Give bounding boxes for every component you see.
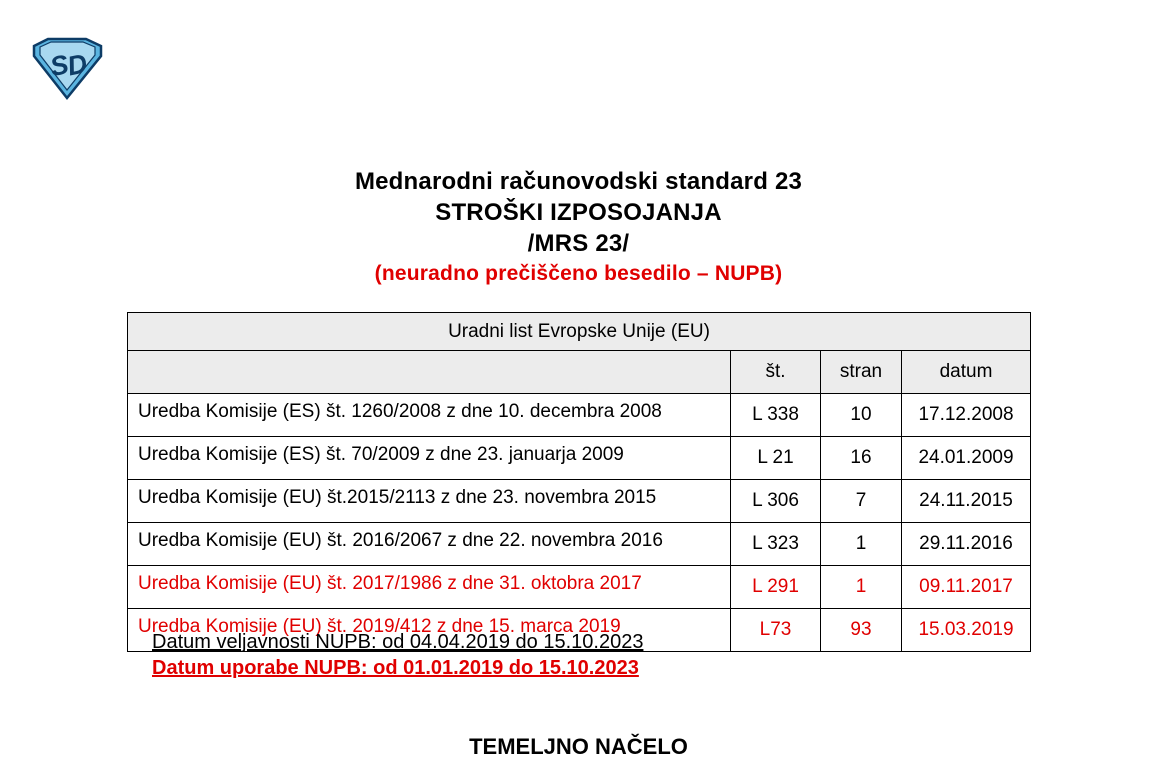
- table-row: [128, 394, 1031, 437]
- table-caption-row: [128, 313, 1031, 351]
- table-caption: Uradni list Evropske Unije (EU): [128, 313, 1031, 351]
- row-number: L 306: [731, 480, 821, 523]
- row-number: L73: [731, 609, 821, 652]
- row-date: 17.12.2008: [902, 394, 1031, 437]
- table-row: [128, 480, 1031, 523]
- table-row: [128, 437, 1031, 480]
- validity-block: [152, 629, 643, 681]
- row-page: 10: [821, 394, 902, 437]
- application-date: Datum uporabe NUPB: od 01.01.2019 do 15.10.2023: [152, 657, 639, 679]
- header-number: št.: [731, 351, 821, 394]
- header-date: datum: [902, 351, 1031, 394]
- svg-text:S: S: [47, 48, 72, 83]
- header-description: [128, 351, 731, 394]
- title-line-note: (neuradno prečiščeno besedilo – NUPB): [374, 262, 783, 285]
- row-page: 7: [821, 480, 902, 523]
- svg-text:D: D: [64, 48, 90, 82]
- row-description: Uredba Komisije (EU) št.2015/2113 z dne 23. novembra 2015: [128, 480, 731, 523]
- row-number: L 291: [731, 566, 821, 609]
- row-date: 15.03.2019: [902, 609, 1031, 652]
- section-heading: TEMELJNO NAČELO: [469, 734, 688, 759]
- row-page: 1: [821, 566, 902, 609]
- title-line-standard: Mednarodni računovodski standard 23: [354, 168, 803, 195]
- row-page: 16: [821, 437, 902, 480]
- row-date: 24.01.2009: [902, 437, 1031, 480]
- row-number: L 323: [731, 523, 821, 566]
- row-date: 09.11.2017: [902, 566, 1031, 609]
- row-number: L 21: [731, 437, 821, 480]
- document-title: [0, 166, 1157, 289]
- row-page: 93: [821, 609, 902, 652]
- row-description: Uredba Komisije (ES) št. 1260/2008 z dne 10. decembra 2008: [128, 394, 731, 437]
- row-description: Uredba Komisije (EU) št. 2019/412 z dne 15. marca 2019: [128, 609, 731, 652]
- row-description: Uredba Komisije (EU) št. 2016/2067 z dne 22. novembra 2016: [128, 523, 731, 566]
- table-header-row: [128, 351, 1031, 394]
- row-description: Uredba Komisije (ES) št. 70/2009 z dne 23. januarja 2009: [128, 437, 731, 480]
- table-row: [128, 523, 1031, 566]
- row-description: Uredba Komisije (EU) št. 2017/1986 z dne 31. oktobra 2017: [128, 566, 731, 609]
- title-line-code: /MRS 23/: [527, 230, 630, 257]
- sd-diamond-logo-icon: [30, 38, 104, 100]
- row-date: 24.11.2015: [902, 480, 1031, 523]
- title-line-name: STROŠKI IZPOSOJANJA: [435, 199, 722, 226]
- row-date: 29.11.2016: [902, 523, 1031, 566]
- official-journal-table: [127, 312, 1031, 652]
- row-number: L 338: [731, 394, 821, 437]
- table-row: [128, 566, 1031, 609]
- header-page: stran: [821, 351, 902, 394]
- validity-date: Datum veljavnosti NUPB: od 04.04.2019 do 15.10.2023: [152, 631, 644, 653]
- row-page: 1: [821, 523, 902, 566]
